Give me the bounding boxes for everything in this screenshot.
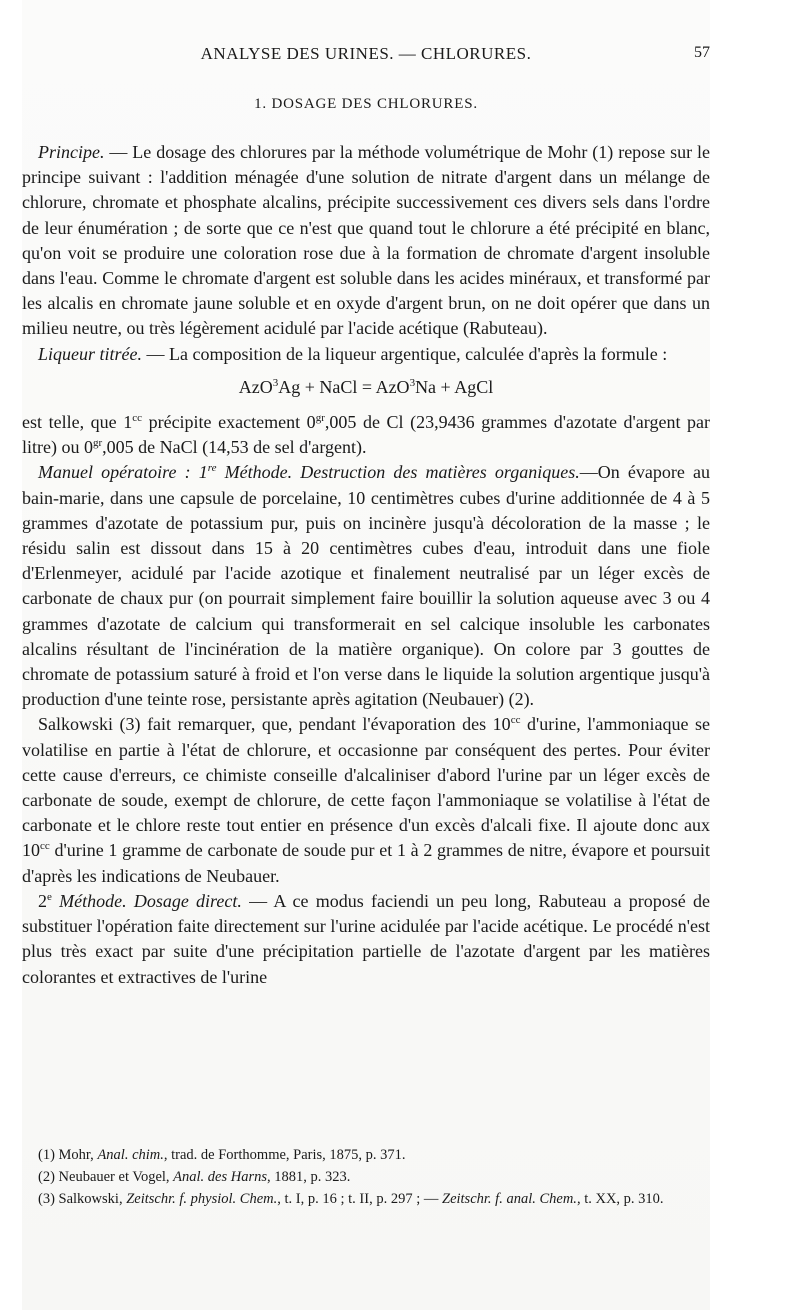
text-run: d'urine 1 gramme de carbonate de soude pur et 1 à 2 grammes de nitre, évapore et poursuit d'après les indications de Neubauer. [22,840,710,886]
text-run: , t. I, p. 16 ; t. II, p. 297 ; — [277,1191,442,1207]
paragraph-titre [22,410,710,460]
methode2-label: Méthode. Dosage direct. [51,890,242,911]
formula-part: Na + AgCl [415,376,494,397]
text-run: d'urine, l'ammoniaque se volatilise en partie à l'état de chlorure, et occasionne par conséquent des pertes. Pour éviter cette cause d'erreurs, ce chimiste conseille d'alcaliniser d'abord l'urine par un léger excès de carbonate de soude, exempt de chlorure, de cette façon l'ammoniaque se volatilise à l'état de carbonate et le chlore reste tout entier en présence d'un excès d'alcali fixe. Il ajoute donc aux 10 [22,714,711,861]
paragraph-principe [22,140,710,342]
methode1-text: —On évapore au bain-marie, dans une capsule de porcelaine, 10 centimètres cubes d'urine additionnée de 4 à 5 grammes d'azotate de potassium pur, puis on incinère jusqu'à décoloration de la masse ; le résidu salin est dissout dans 15 à 20 centimètres cubes d'eau, introduit dans une fiole d'Erlenmeyer, acidulé par l'acide azotique et finalement neutralisé par un léger excès de carbonate de chaux pur (on pourrait simplement faire bouillir la solution aqueuse avec 3 ou 4 grammes d'azotate de calcium qui transformerait en sel calcique insoluble les carbonates alcalins résultant de l'incinération de la matière organique). On colore par 3 gouttes de chromate de potassium saturé à froid et l'on verse dans le liquide la solution argentique jusqu'à production d'une teinte rose, persistante après agitation (Neubauer) (2). [22,462,711,710]
footnote-1 [22,1144,710,1166]
superscript: cc [132,412,142,425]
methode2-text: — A ce modus faciendi un peu long, Rabuteau a proposé de substituer l'opération faite directement sur l'urine acidulée par l'acide acétique. Le procédé n'est plus très exact par suite d'une précipitation partielle de l'azotate d'argent par les matières colorantes et extractives de l'urine [22,890,710,987]
footnote-title: Anal. chim. [97,1147,164,1163]
page-number: 57 [694,44,710,61]
text-run: , trad. de Forthomme, Paris, 1875, p. 371. [163,1147,406,1163]
formula-part: Ag + NaCl = AzO [278,376,410,397]
text-run: (2) Neubauer et Vogel, [38,1169,174,1185]
text-run: 2 [38,890,47,911]
footnote-title: Anal. des Harns [173,1169,268,1185]
superscript: cc [40,840,50,853]
paragraph-methode-2 [22,889,710,990]
section-heading: 1. DOSAGE DES CHLORURES. [254,96,478,112]
superscript: e [47,890,52,903]
text-run: est telle, que 1 [22,412,133,433]
running-head [22,44,710,68]
text-run: Manuel opératoire : 1 [38,462,208,483]
superscript: gr [92,437,103,450]
superscript: cc [510,714,521,727]
principe-text: — Le dosage des chlorures par la méthode volumétrique de Mohr (1) repose sur le principe suivant : l'addition ménagée d'une solution de nitrate d'argent dans un mélange de chlorure, chromate et phosphate alcalins, précipite successivement ces divers sels dans l'ordre de leur énumération ; de sorte que ce n'est que quand tout le chlorure a été précipité en blanc, qu'on voit se produire une coloration rose due à la formation de chromate d'argent insoluble dans l'eau. Comme le chromate d'argent est soluble dans les acides minéraux, et transformé par les alcalis en chromate jaune soluble et en oxyde d'argent brun, on ne doit opérer que dans un milieu neutre, ou très légèrement acidulé par l'acide acétique (Rabuteau). [22,142,710,339]
superscript: re [207,462,217,475]
footnotes [22,1144,710,1210]
footnote-3 [22,1188,710,1210]
formula-part: AzO [238,376,273,397]
text-run: ,005 de NaCl (14,53 de sel d'argent). [102,437,367,458]
text-run: Salkowski (3) fait remarquer, que, pendant l'évaporation des 10 [38,714,511,735]
liqueur-text: — La composition de la liqueur argentique, calculée d'après la formule : [142,343,668,364]
footnote-title: Zeitschr. f. anal. Chem. [442,1191,577,1207]
principe-label: Principe. [38,142,105,162]
footnote-title: Zeitschr. f. physiol. Chem. [126,1191,278,1207]
paragraph-methode-1 [22,460,710,712]
paragraph-salkowski [22,712,710,888]
running-title: ANALYSE DES URINES. — CHLORURES. [200,44,532,63]
methode1-label [38,462,580,482]
text-run: (3) Salkowski, [38,1191,127,1207]
formula [22,367,710,410]
footnote-2 [22,1166,710,1188]
text-run: ,005 de Cl (23,9436 grammes d'azotate d'argent par litre) ou 0 [22,412,711,458]
text-run: précipite exactement 0 [142,412,316,433]
text-run: (1) Mohr, [38,1147,98,1163]
text-run: Méthode. Destruction des matières organiques. [216,462,580,483]
body-text [22,140,710,990]
page [22,0,710,1310]
liqueur-label: Liqueur titrée. [38,343,142,364]
formula-superscript: 3 [272,376,279,389]
paragraph-liqueur [22,342,710,367]
formula-superscript: 3 [409,376,416,389]
text-run: , 1881, p. 323. [267,1169,351,1185]
superscript: gr [315,412,325,425]
text-run: , t. XX, p. 310. [576,1191,664,1207]
